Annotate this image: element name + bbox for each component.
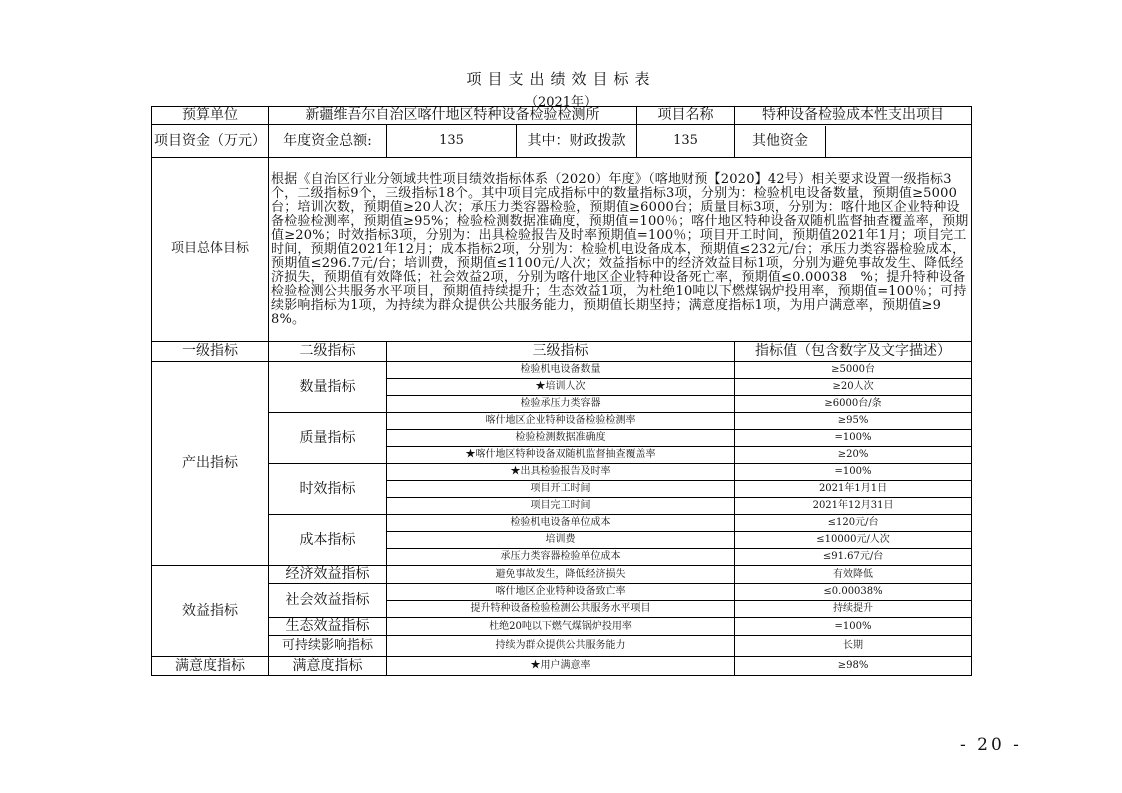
col-header-level1: 一级指标 xyxy=(152,342,269,362)
other-funds-value xyxy=(826,126,971,157)
indicator-output: 产出指标 xyxy=(152,362,269,566)
table-row-value: ≥20% xyxy=(735,447,972,464)
table-row-value: ≤10000元/人次 xyxy=(735,532,972,549)
table-row-value: =100% xyxy=(735,430,972,447)
table-row-value: ≥98% xyxy=(735,657,972,676)
table-row-name: 检验机电设备单位成本 xyxy=(387,515,735,532)
overall-goal-label: 项目总体目标 xyxy=(152,158,269,342)
table-row-value: 有效降低 xyxy=(735,566,972,584)
table-row-value: ≥6000台/条 xyxy=(735,396,972,413)
budget-unit-label: 预算单位 xyxy=(152,107,269,125)
table-row-value: ≥5000台 xyxy=(735,362,972,379)
table-row-name: 持续为群众提供公共服务能力 xyxy=(387,636,735,657)
table-row-name: ★喀什地区特种设备双随机监督抽查覆盖率 xyxy=(387,447,735,464)
table-row-value: =100% xyxy=(735,464,972,481)
table-row-value: ≤91.67元/台 xyxy=(735,549,972,566)
table-row-value: 持续提升 xyxy=(735,601,972,618)
table-row-name: 杜绝20吨以下燃气煤锅炉投用率 xyxy=(387,618,735,636)
table-row-name: 提升特种设备检验检测公共服务水平项目 xyxy=(387,601,735,618)
indicator-cost: 成本指标 xyxy=(269,515,387,566)
document-subtitle: （2021年） xyxy=(524,95,598,110)
table-row-value: 长期 xyxy=(735,636,972,657)
table-row-name: 项目完工时间 xyxy=(387,498,735,515)
table-row-value: ≥20人次 xyxy=(735,379,972,396)
other-funds-label: 其他资金 xyxy=(735,126,826,157)
table-row-value: 2021年1月1日 xyxy=(735,481,972,498)
funds-label: 项目资金（万元） xyxy=(152,125,269,158)
table-row-name: ★培训人次 xyxy=(387,379,735,396)
annual-total-value: 135 xyxy=(387,125,517,158)
table-row-name: ★用户满意率 xyxy=(387,657,735,676)
document-title: 项目支出绩效目标表 xyxy=(466,70,656,88)
col-header-level2: 二级指标 xyxy=(269,342,387,362)
budget-unit-value: 新疆维吾尔自治区喀什地区特种设备检验检测所 xyxy=(269,107,637,125)
indicator-satisfaction-level2: 满意度指标 xyxy=(269,657,387,676)
page-number: - 20 - xyxy=(960,735,1022,755)
indicator-timeliness: 时效指标 xyxy=(269,464,387,515)
overall-goal-text: 根据《自治区行业分领域共性项目绩效指标体系（2020）年度》（喀地财预【2020】42号）相关要求设置一级指标3个，二级指标9个，三级指标18个。其中项目完成指标中的数量指标3项，分别为：检验机电设备数量，预期值≥5000台；培训次数，预期值≥20人次；承压力类容器检验，预期值≥6000台；质量目标3项，分别为：喀什地区企业特种设备检验检测率，预期值≥95%；检验检测数据准确度，预期值=100％；喀什地区特种设备双随机监督抽查覆盖率，预期值≥20%；时效指标3项，分别为：出具检验报告及时率预期值=100％；项目开工时间，预期值2021年1月；项目完工时间，预期值2021年12月；成本指标2项，分别为：检验机电设备成本，预期值≤232元/台；承压力类容器检验成本，预期值≤296.7元/台；培训费，预期值≤1100元/人次；效益指标中的经济效益目标1项，分别为避免事故发生、降低经济损失，预期值有效降低；社会效益2项，分别为喀什地区企业特种设备死亡率，预期值≤0.00038 %；提升特种设备检验检测公共服务水平项目，预期值持续提升；生态效益1项，为杜绝10吨以下燃煤锅炉投用率，预期值=100％；可持续影响指标为1项，为持续为群众提供公共服务能力，预期值长期坚持；满意度指标1项，为用户满意率，预期值≥98%。 xyxy=(269,158,972,342)
table-row-name: 承压力类容器检验单位成本 xyxy=(387,549,735,566)
indicator-satisfaction-level1: 满意度指标 xyxy=(152,657,269,676)
table-row-name: 喀什地区企业特种设备检验检测率 xyxy=(387,413,735,430)
indicator-ecological: 生态效益指标 xyxy=(269,618,387,636)
table-row-value: ≥95% xyxy=(735,413,972,430)
table-row-name: 检验检测数据准确度 xyxy=(387,430,735,447)
table-row-name: 培训费 xyxy=(387,532,735,549)
fiscal-funds-value: 135 xyxy=(637,125,735,158)
table-row-name: 项目开工时间 xyxy=(387,481,735,498)
project-name-value: 特种设备检验成本性支出项目 xyxy=(735,107,972,125)
col-header-value: 指标值（包含数字及文字描述） xyxy=(735,342,972,362)
table-row-value: 2021年12月31日 xyxy=(735,498,972,515)
performance-goal-table xyxy=(151,106,972,676)
table-row-value: ≤0.00038% xyxy=(735,584,972,601)
indicator-social: 社会效益指标 xyxy=(269,584,387,618)
indicator-economic: 经济效益指标 xyxy=(269,566,387,584)
table-row-name: 避免事故发生，降低经济损失 xyxy=(387,566,735,584)
table-row-name: 检验机电设备数量 xyxy=(387,362,735,379)
indicator-quantity: 数量指标 xyxy=(269,362,387,413)
col-header-level3: 三级指标 xyxy=(387,342,735,362)
indicator-quality: 质量指标 xyxy=(269,413,387,464)
indicator-sustainable: 可持续影响指标 xyxy=(269,636,387,657)
table-row-name: 检验承压力类容器 xyxy=(387,396,735,413)
table-row-value: =100% xyxy=(735,618,972,636)
indicator-benefit: 效益指标 xyxy=(152,566,269,657)
table-row-name: ★出具检验报告及时率 xyxy=(387,464,735,481)
table-row-name: 喀什地区企业特种设备致亡率 xyxy=(387,584,735,601)
table-row-value: ≤120元/台 xyxy=(735,515,972,532)
fiscal-funds-label: 其中：财政拨款 xyxy=(517,125,637,158)
annual-total-label: 年度资金总额: xyxy=(269,125,387,158)
project-name-label: 项目名称 xyxy=(637,107,735,125)
